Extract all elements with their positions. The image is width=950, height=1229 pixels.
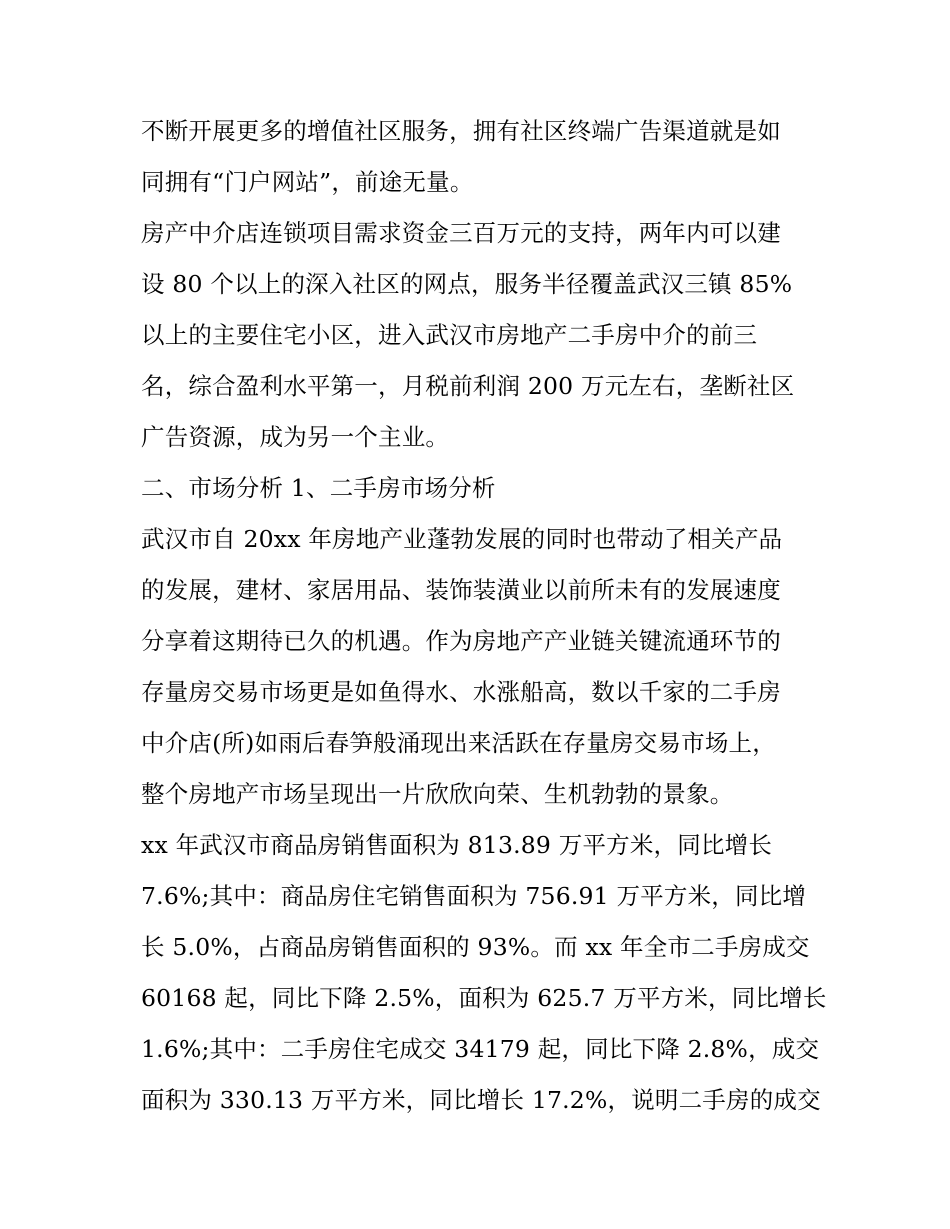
text-line: 整个房地产市场呈现出一片欣欣向荣、生机勃勃的景象。	[141, 780, 734, 808]
text-line: 不断开展更多的增值社区服务，拥有社区终端广告渠道就是如	[141, 117, 781, 145]
section-heading: 二、市场分析 1、二手房市场分析	[141, 474, 496, 502]
text-line: 面积为 330.13 万平方米，同比增长 17.2%，说明二手房的成交	[141, 1086, 821, 1114]
text-line: 中介店(所)如雨后春笋般涌现出来活跃在存量房交易市场上，	[141, 729, 776, 757]
text-line: 60168 起，同比下降 2.5%，面积为 625.7 万平方米，同比增长	[141, 984, 827, 1012]
text-line: xx 年武汉市商品房销售面积为 813.89 万平方米，同比增长	[141, 831, 773, 859]
text-line: 广告资源，成为另一个主业。	[141, 423, 450, 451]
text-line: 存量房交易市场更是如鱼得水、水涨船高，数以千家的二手房	[141, 678, 781, 706]
text-line: 房产中介店连锁项目需求资金三百万元的支持，两年内可以建	[141, 219, 781, 247]
text-line: 1.6%;其中：二手房住宅成交 34179 起，同比下降 2.8%，成交	[141, 1035, 820, 1063]
text-line: 设 80 个以上的深入社区的网点，服务半径覆盖武汉三镇 85%	[141, 270, 793, 298]
text-line: 7.6%;其中：商品房住宅销售面积为 756.91 万平方米，同比增	[141, 882, 807, 910]
text-line: 以上的主要住宅小区，进入武汉市房地产二手房中介的前三	[141, 321, 758, 349]
text-line: 长 5.0%，占商品房销售面积的 93%。而 xx 年全市二手房成交	[141, 933, 810, 961]
document-body	[141, 106, 827, 1126]
text-line: 名，综合盈利水平第一，月税前利润 200 万元左右，垄断社区	[141, 372, 795, 400]
text-line: 分享着这期待已久的机遇。作为房地产产业链关键流通环节的	[141, 627, 781, 655]
text-line: 武汉市自 20xx 年房地产业蓬勃发展的同时也带动了相关产品	[141, 525, 783, 553]
text-line: 同拥有“门户网站”，前途无量。	[141, 168, 474, 196]
text-line: 的发展，建材、家居用品、装饰装潢业以前所未有的发展速度	[141, 576, 781, 604]
